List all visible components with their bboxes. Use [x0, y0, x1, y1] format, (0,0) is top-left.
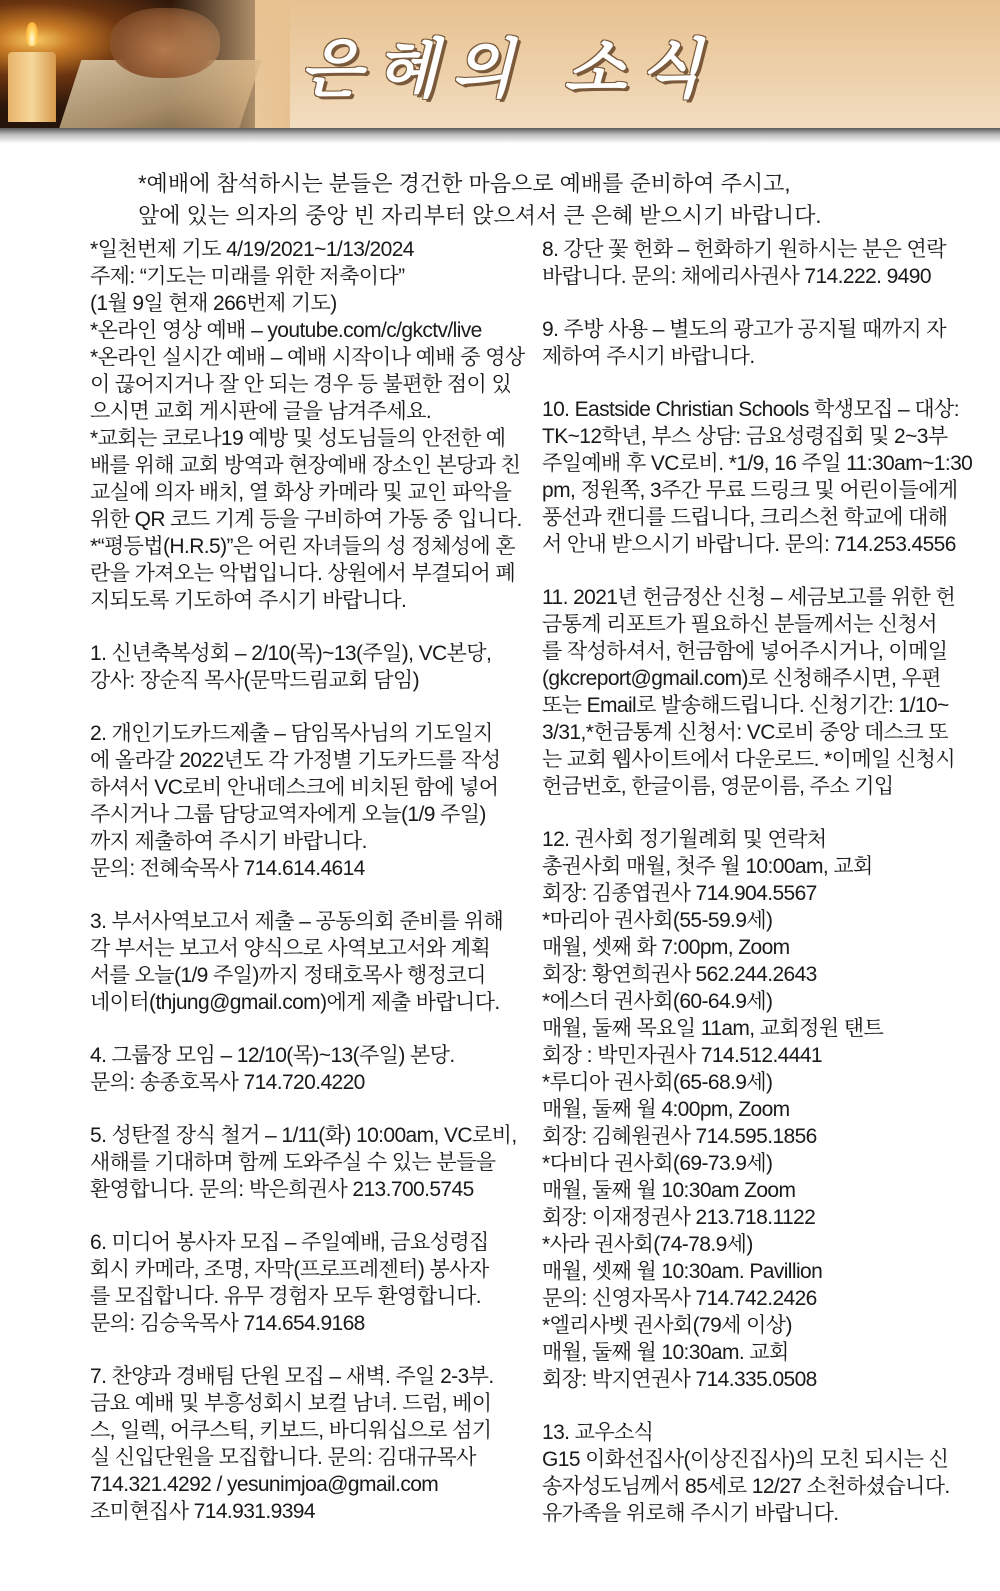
notice-line: 서 안내 받으시기 바랍니다. 문의: 714.253.4556: [542, 533, 956, 556]
notice-line: 강사: 장순직 목사(문막드림교회 담임): [90, 669, 420, 692]
notice-section: [90, 908, 525, 1016]
notice-line: *에스더 권사회(60-64.9세): [542, 990, 773, 1013]
notice-section: [90, 1363, 525, 1525]
notice-line: 또는 Email로 발송해드립니다. 신청기간: 1/10~: [542, 694, 949, 717]
intro-line: 앞에 있는 의자의 중앙 빈 자리부터 앉으셔서 큰 은혜 받으시기 바랍니다.: [138, 203, 822, 228]
notice-line: 회장: 김혜원권사 714.595.1856: [542, 1125, 817, 1148]
notice-line: 까지 제출하여 주시기 바랍니다.: [90, 830, 367, 853]
notice-line: *교회는 코로나19 예방 및 성도님들의 안전한 예: [90, 427, 506, 450]
section-gap: [542, 800, 974, 826]
notice-line: 제하여 주시기 바랍니다.: [542, 345, 755, 368]
notice-line: 주제: “기도는 미래를 위한 저축이다”: [90, 265, 405, 288]
notice-line: 주시거나 그룹 담당교역자에게 오늘(1/9 주일): [90, 803, 486, 826]
section-gap: [90, 882, 525, 908]
banner-title: 은혜의 소식: [300, 32, 716, 107]
notice-line: 스, 일렉, 어쿠스틱, 키보드, 바디워십으로 섬기: [90, 1419, 492, 1442]
section-gap: [90, 1337, 525, 1363]
section-gap: [542, 290, 974, 316]
left-column: [90, 236, 525, 1525]
notice-line: 매월, 셋째 월 10:30am. Pavillion: [542, 1260, 823, 1283]
notice-heading-line: 13. 교우소식: [542, 1421, 654, 1444]
notice-line: 유가족을 위로해 주시기 바랍니다.: [542, 1502, 839, 1525]
notice-line: 총권사회 매월, 첫주 월 10:00am, 교회: [542, 855, 873, 878]
section-gap: [542, 1393, 974, 1419]
notice-heading-line: 3. 부서사역보고서 제출 – 공동의회 준비를 위해: [90, 910, 504, 933]
notice-line: 란을 가져오는 악법입니다. 상원에서 부결되어 폐: [90, 562, 516, 585]
section-gap: [90, 614, 525, 640]
notice-line: *루디아 권사회(65-68.9세): [542, 1071, 773, 1094]
notice-line: pm, 정원쪽, 3주간 무료 드링크 및 어린이들에게: [542, 479, 958, 502]
notice-line: 새해를 기대하며 함께 도와주실 수 있는 분들을: [90, 1151, 496, 1174]
notice-line: 지되도록 기도하여 주시기 바랍니다.: [90, 589, 407, 612]
notice-heading-line: 5. 성탄절 장식 철거 – 1/11(화) 10:00am, VC로비,: [90, 1124, 517, 1147]
notice-line: 회장 : 박민자권사 714.512.4441: [542, 1044, 823, 1067]
notice-heading-line: *일천번제 기도 4/19/2021~1/13/2024: [90, 238, 414, 261]
notice-line: (gkcreport@gmail.com)로 신청해주시면, 우편: [542, 667, 941, 690]
notice-line: 회장: 박지연권사 714.335.0508: [542, 1368, 817, 1391]
section-gap: [542, 558, 974, 584]
flame-icon: [26, 22, 38, 46]
notice-section: [542, 826, 974, 1393]
notice-line: *온라인 영상 예배 – youtube.com/c/gkctv/live: [90, 319, 482, 342]
section-gap: [542, 370, 974, 396]
notice-section: [90, 1122, 525, 1203]
notice-section: [542, 1419, 974, 1527]
notice-line: 이 끊어지거나 잘 안 되는 경우 등 불편한 점이 있: [90, 373, 512, 396]
notice-line: 금요 예배 및 부흥성회시 보컬 남녀. 드럼, 베이: [90, 1392, 492, 1415]
notice-line: 헌금번호, 한글이름, 영문이름, 주소 기입: [542, 775, 894, 798]
notice-line: 풍선과 캔디를 드립니다, 크리스천 학교에 대해: [542, 506, 948, 529]
notice-heading-line: 6. 미디어 봉사자 모집 – 주일예배, 금요성령집: [90, 1231, 489, 1254]
notice-section: [542, 584, 974, 800]
notice-section: [90, 1042, 525, 1096]
notice-heading-line: 4. 그룹장 모임 – 12/10(목)~13(주일) 본당.: [90, 1044, 455, 1067]
notice-line: 서를 오늘(1/9 주일)까지 정태호목사 행정코디: [90, 964, 486, 987]
notice-line: 조미현집사 714.931.9394: [90, 1500, 315, 1523]
notice-line: 문의: 김승욱목사 714.654.9168: [90, 1312, 365, 1335]
notice-line: 각 부서는 보고서 양식으로 사역보고서와 계획: [90, 937, 491, 960]
notice-heading-line: 9. 주방 사용 – 별도의 광고가 공지될 때까지 자: [542, 318, 946, 341]
notice-line: 3/31,*헌금통계 신청서: VC로비 중앙 데스크 또: [542, 721, 948, 744]
notice-line: 실 신입단원을 모집합니다. 문의: 김대규목사: [90, 1446, 476, 1469]
notice-line: *엘리사벳 권사회(79세 이상): [542, 1314, 792, 1337]
notice-line: 714.321.4292 / yesunimjoa@gmail.com: [90, 1473, 439, 1496]
right-column: [542, 236, 974, 1527]
notice-section: [90, 1229, 525, 1337]
notice-section: [90, 640, 525, 694]
notice-line: 매월, 둘째 월 10:30am Zoom: [542, 1179, 796, 1202]
notice-line: 에 올라갈 2022년도 각 가정별 기도카드를 작성: [90, 749, 501, 772]
notice-line: G15 이화선집사(이상진집사)의 모친 되시는 신: [542, 1448, 949, 1471]
notice-heading-line: 2. 개인기도카드제출 – 담임목사님의 기도일지: [90, 722, 493, 745]
photo-fade: [170, 0, 290, 128]
notice-line: 매월, 둘째 월 4:00pm, Zoom: [542, 1098, 790, 1121]
notice-line: *마리아 권사회(55-59.9세): [542, 909, 773, 932]
notice-line: 문의: 전혜숙목사 714.614.4614: [90, 857, 365, 880]
notice-line: TK~12학년, 부스 상담: 금요성령집회 및 2~3부: [542, 425, 948, 448]
notice-line: 매월, 둘째 목요일 11am, 교회정원 탠트: [542, 1017, 884, 1040]
notice-line: 를 작성하셔서, 헌금함에 넣어주시거나, 이메일: [542, 640, 948, 663]
section-gap: [90, 1096, 525, 1122]
notice-line: 문의: 송종호목사 714.720.4220: [90, 1071, 365, 1094]
notice-line: 금통계 리포트가 필요하신 분들께서는 신청서: [542, 613, 937, 636]
notice-line: 배를 위해 교회 방역과 현장예배 장소인 본당과 친: [90, 454, 521, 477]
notice-line: 교실에 의자 배치, 열 화상 카메라 및 교인 파악을: [90, 481, 512, 504]
notice-line: 네이터(thjung@gmail.com)에게 제출 바랍니다.: [90, 991, 500, 1014]
notice-line: 주일예배 후 VC로비. *1/9, 16 주일 11:30am~1:30: [542, 452, 973, 475]
notice-heading-line: 12. 권사회 정기월례회 및 연락처: [542, 828, 827, 851]
notice-line: 문의: 신영자목사 714.742.2426: [542, 1287, 817, 1310]
notice-line: *“평등법(H.R.5)”은 어린 자녀들의 성 정체성에 혼: [90, 535, 515, 558]
section-gap: [90, 694, 525, 720]
candle-icon: [8, 52, 56, 122]
intro-notice: [0, 168, 1000, 232]
header-divider: [0, 128, 1000, 150]
notice-section: [542, 396, 974, 558]
notice-heading-line: 1. 신년축복성회 – 2/10(목)~13(주일), VC본당,: [90, 642, 492, 665]
header-banner: [0, 0, 1000, 128]
notice-line: 매월, 둘째 월 10:30am. 교회: [542, 1341, 789, 1364]
notice-section: [542, 316, 974, 370]
notice-line: 회시 카메라, 조명, 자막(프로프레젠터) 봉사자: [90, 1258, 489, 1281]
notice-heading-line: 11. 2021년 헌금정산 신청 – 세금보고를 위한 헌: [542, 586, 956, 609]
notice-line: 매월, 셋째 화 7:00pm, Zoom: [542, 936, 790, 959]
notice-line: 위한 QR 코드 기계 등을 구비하여 가동 중 입니다.: [90, 508, 522, 531]
notice-line: 를 모집합니다. 유무 경험자 모두 환영합니다.: [90, 1285, 481, 1308]
notice-section: [90, 720, 525, 882]
notice-heading-line: 8. 강단 꽃 헌화 – 헌화하기 원하시는 분은 연락: [542, 238, 946, 261]
notice-line: *온라인 실시간 예배 – 예배 시작이나 예배 중 영상: [90, 346, 525, 369]
notice-line: 으시면 교회 게시판에 글을 남겨주세요.: [90, 400, 432, 423]
notice-section: [90, 236, 525, 614]
notice-line: 회장: 황연희권사 562.244.2643: [542, 963, 817, 986]
notice-section: [542, 236, 974, 290]
notice-line: 회장: 이재정권사 213.718.1122: [542, 1206, 816, 1229]
notice-line: 회장: 김종엽권사 714.904.5567: [542, 882, 817, 905]
notice-line: 바랍니다. 문의: 채에리사권사 714.222. 9490: [542, 265, 931, 288]
notice-line: *사라 권사회(74-78.9세): [542, 1233, 753, 1256]
intro-line: *예배에 참석하시는 분들은 경건한 마음으로 예배를 준비하여 주시고,: [138, 171, 791, 196]
section-gap: [90, 1203, 525, 1229]
notice-heading-line: 7. 찬양과 경배팀 단원 모집 – 새벽. 주일 2-3부.: [90, 1365, 494, 1388]
notice-line: (1월 9일 현재 266번제 기도): [90, 292, 337, 315]
section-gap: [90, 1016, 525, 1042]
notice-line: *다비다 권사회(69-73.9세): [542, 1152, 773, 1175]
notice-line: 환영합니다. 문의: 박은희권사 213.700.5745: [90, 1178, 474, 1201]
notice-line: 는 교회 웹사이트에서 다운로드. *이메일 신청시: [542, 748, 956, 771]
notice-line: 송자성도님께서 85세로 12/27 소천하셨습니다.: [542, 1475, 950, 1498]
notice-line: 하셔서 VC로비 안내데스크에 비치된 함에 넣어: [90, 776, 499, 799]
notice-heading-line: 10. Eastside Christian Schools 학생모집 – 대상:: [542, 398, 959, 421]
